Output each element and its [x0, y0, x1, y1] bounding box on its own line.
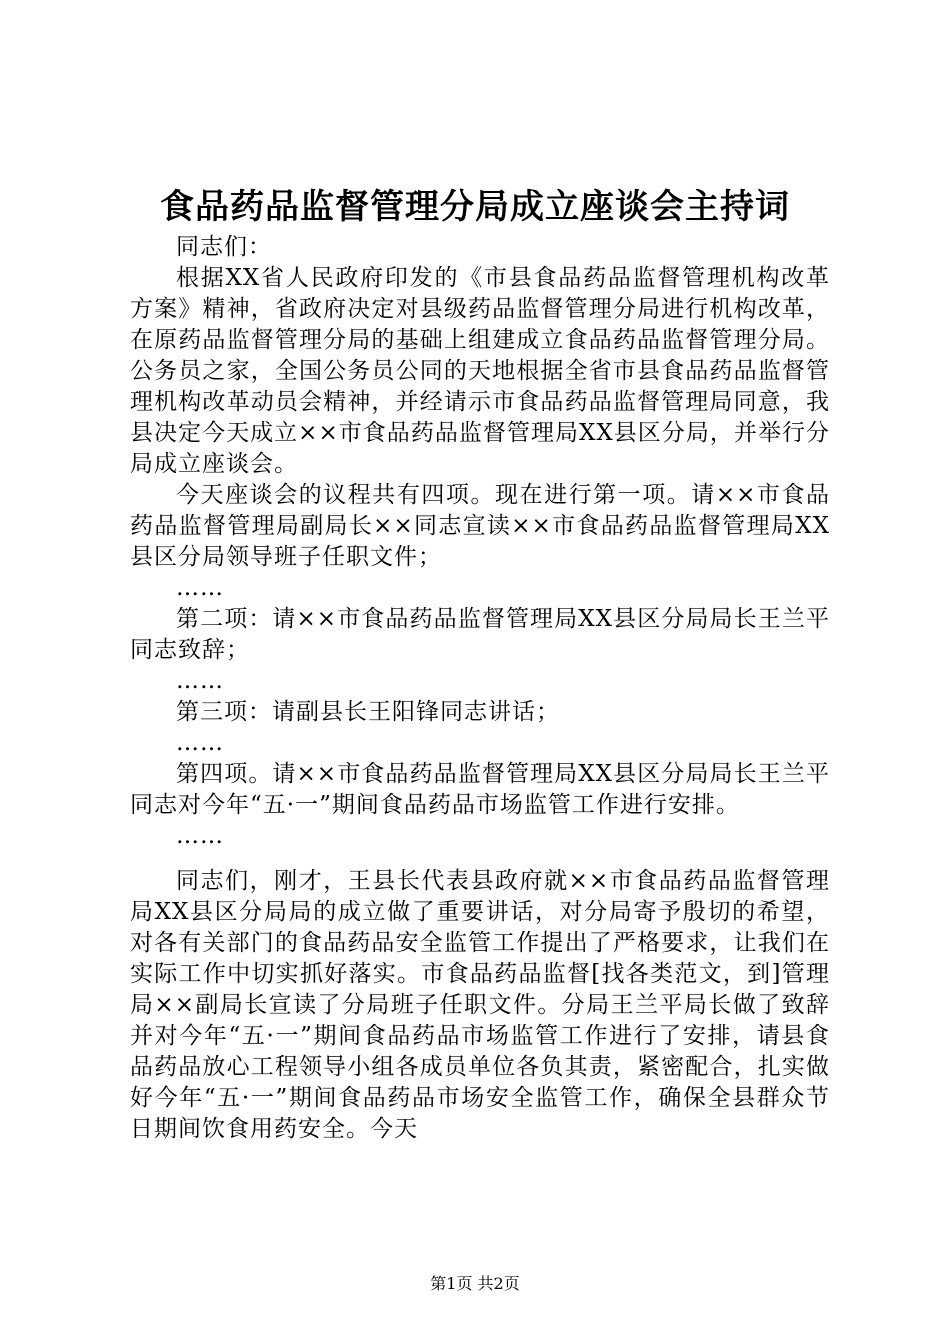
agenda-item-4-paragraph: 第四项。请××市食品药品监督管理局XX县区分局局长王兰平同志对今年“五·一”期间食品药品市场监管工作进行安排。	[130, 761, 830, 818]
ellipsis-4: ……	[176, 823, 224, 849]
document-title: 食品药品监督管理分局成立座谈会主持词	[160, 187, 790, 227]
agenda-item-3-paragraph: 第三项：请副县长王阳锋同志讲话；	[176, 699, 560, 725]
agenda-item-2-paragraph: 第二项：请××市食品药品监督管理局XX县区分局局长王兰平同志致辞；	[130, 606, 830, 663]
page-number-footer: 第1页 共2页	[430, 1274, 520, 1293]
document-body	[130, 232, 830, 1145]
body-paragraph-1: 根据XX省人民政府印发的《市县食品药品监督管理机构改革方案》精神，省政府决定对县级药品监督管理分局进行机构改革，在原药品监督管理分局的基础上组建成立食品药品监督管理分局。公务员之家，全国公务员公同的天地根据全省市县食品药品监督管理机构改革动员会精神，并经请示市食品药品监督管理局同意，我县决定今天成立××市食品药品监督管理局XX县区分局，并举行分局成立座谈会。	[130, 265, 830, 477]
agenda-item-1-paragraph: 今天座谈会的议程共有四项。现在进行第一项。请××市食品药品监督管理局副局长××同志宣读××市食品药品监督管理局XX县区分局领导班子任职文件；	[130, 482, 830, 570]
ellipsis-2: ……	[176, 668, 224, 694]
ellipsis-3: ……	[176, 730, 224, 756]
ellipsis-1: ……	[176, 575, 224, 601]
salutation-paragraph: 同志们：	[176, 234, 272, 260]
closing-paragraph: 同志们，刚才，王县长代表县政府就××市食品药品监督管理局XX县区分局局的成立做了重要讲话，对分局寄予殷切的希望，对各有关部门的食品药品安全监管工作提出了严格要求，让我们在实际工作中切实抓好落实。市食品药品监督[找各类范文，到]管理局××副局长宣读了分局班子任职文件。分局王兰平局长做了致辞并对今年“五·一”期间食品药品市场监管工作进行了安排，请县食品药品放心工程领导小组各成员单位各负其责，紧密配合，扎实做好今年“五·一”期间食品药品市场安全监管工作，确保全县群众节日期间饮食用药安全。今天	[130, 868, 830, 1142]
